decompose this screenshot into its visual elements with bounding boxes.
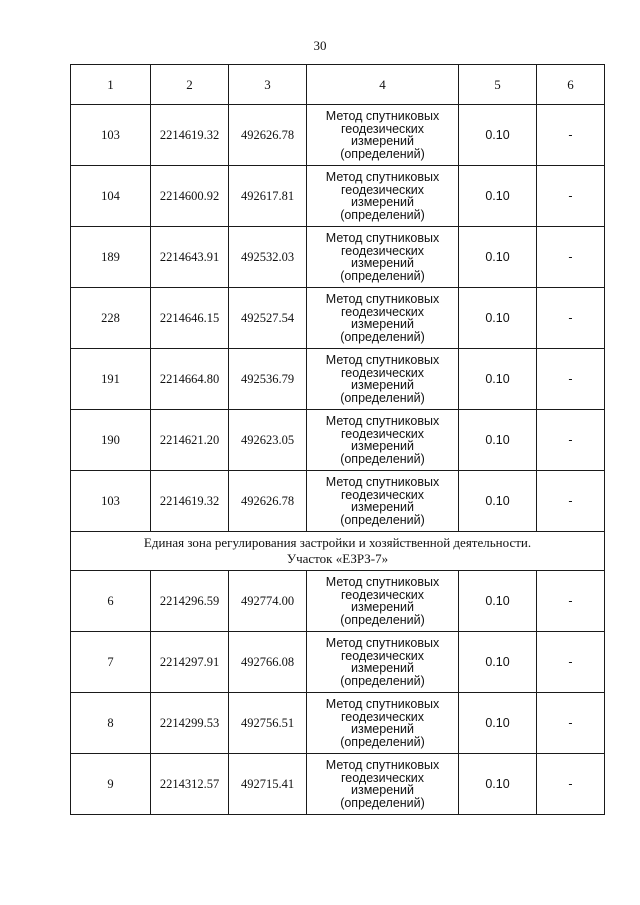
- method-cell: [307, 571, 459, 632]
- method-text-line: геодезических: [340, 243, 424, 258]
- x-coordinate-cell: 2214621.20: [151, 410, 229, 471]
- column-number-header: 6: [537, 65, 605, 105]
- method-text-line: Метод спутниковых: [325, 231, 440, 245]
- x-coordinate-cell: 2214296.59: [151, 571, 229, 632]
- table-row: [71, 693, 605, 754]
- point-number-cell: 189: [71, 227, 151, 288]
- method-text-line: Метод спутниковых: [325, 697, 440, 711]
- y-coordinate-cell: 492626.78: [229, 471, 307, 532]
- method-text-line: геодезических: [340, 587, 424, 602]
- method-text-line: (определений): [340, 329, 425, 344]
- method-text-line: Метод спутниковых: [325, 414, 440, 428]
- method-text-line: измерений: [350, 500, 415, 514]
- table-row: [71, 754, 605, 815]
- y-coordinate-cell: 492756.51: [229, 693, 307, 754]
- precision-cell: 0.10: [459, 349, 537, 410]
- method-text-line: (определений): [340, 612, 425, 627]
- point-number-cell: 228: [71, 288, 151, 349]
- method-text-line: измерений: [350, 600, 415, 614]
- point-number-cell: 190: [71, 410, 151, 471]
- column-number-header: 5: [459, 65, 537, 105]
- method-cell: [307, 105, 459, 166]
- method-text-line: измерений: [350, 134, 415, 148]
- x-coordinate-cell: 2214299.53: [151, 693, 229, 754]
- method-text-line: Метод спутниковых: [325, 636, 440, 650]
- table-row: [71, 166, 605, 227]
- x-coordinate-cell: 2214619.32: [151, 471, 229, 532]
- method-text-line: Метод спутниковых: [325, 353, 440, 367]
- precision-cell: 0.10: [459, 693, 537, 754]
- precision-cell: 0.10: [459, 471, 537, 532]
- x-coordinate-cell: 2214297.91: [151, 632, 229, 693]
- point-number-cell: 191: [71, 349, 151, 410]
- precision-cell: 0.10: [459, 166, 537, 227]
- method-text-line: геодезических: [340, 487, 424, 502]
- x-coordinate-cell: 2214643.91: [151, 227, 229, 288]
- column-number-header: 1: [71, 65, 151, 105]
- method-text-line: измерений: [350, 439, 415, 453]
- method-text-line: измерений: [350, 661, 415, 675]
- method-text-line: Метод спутниковых: [325, 475, 440, 489]
- x-coordinate-cell: 2214619.32: [151, 105, 229, 166]
- table-row: [71, 288, 605, 349]
- method-text-line: Метод спутниковых: [325, 575, 440, 589]
- note-cell: -: [537, 693, 605, 754]
- column-number-header: 3: [229, 65, 307, 105]
- zone-heading-cell: [71, 532, 605, 571]
- method-text-line: измерений: [350, 317, 415, 331]
- table-row: [71, 349, 605, 410]
- table-row: [71, 105, 605, 166]
- page-number: 30: [313, 38, 327, 53]
- note-cell: -: [537, 754, 605, 815]
- method-cell: [307, 227, 459, 288]
- x-coordinate-cell: 2214600.92: [151, 166, 229, 227]
- y-coordinate-cell: 492532.03: [229, 227, 307, 288]
- x-coordinate-cell: 2214312.57: [151, 754, 229, 815]
- method-text-line: (определений): [340, 673, 425, 688]
- method-text-line: измерений: [350, 195, 415, 209]
- zone-heading-row: [71, 532, 605, 571]
- zone-heading-line1: Единая зона регулирования застройки и хозяйственной деятельности.: [143, 535, 532, 550]
- method-text-line: геодезических: [340, 304, 424, 319]
- point-number-cell: 103: [71, 105, 151, 166]
- note-cell: -: [537, 471, 605, 532]
- precision-cell: 0.10: [459, 105, 537, 166]
- method-text-line: (определений): [340, 734, 425, 749]
- coordinates-table: [70, 64, 605, 815]
- note-cell: -: [537, 349, 605, 410]
- method-text-line: (определений): [340, 795, 425, 810]
- method-text-line: измерений: [350, 722, 415, 736]
- method-text-line: (определений): [340, 512, 425, 527]
- y-coordinate-cell: 492626.78: [229, 105, 307, 166]
- precision-cell: 0.10: [459, 288, 537, 349]
- point-number-cell: 9: [71, 754, 151, 815]
- y-coordinate-cell: 492623.05: [229, 410, 307, 471]
- point-number-cell: 104: [71, 166, 151, 227]
- method-cell: [307, 166, 459, 227]
- method-text-line: (определений): [340, 390, 425, 405]
- precision-cell: 0.10: [459, 754, 537, 815]
- method-text-line: (определений): [340, 146, 425, 161]
- coordinates-table-body: [71, 65, 605, 815]
- note-cell: -: [537, 105, 605, 166]
- point-number-cell: 7: [71, 632, 151, 693]
- note-cell: -: [537, 410, 605, 471]
- method-text-line: геодезических: [340, 426, 424, 441]
- table-row: [71, 632, 605, 693]
- note-cell: -: [537, 288, 605, 349]
- method-cell: [307, 632, 459, 693]
- column-number-header: 4: [307, 65, 459, 105]
- column-number-header: 2: [151, 65, 229, 105]
- method-cell: [307, 410, 459, 471]
- precision-cell: 0.10: [459, 632, 537, 693]
- point-number-cell: 6: [71, 571, 151, 632]
- precision-cell: 0.10: [459, 410, 537, 471]
- method-text-line: (определений): [340, 451, 425, 466]
- point-number-cell: 8: [71, 693, 151, 754]
- method-text-line: геодезических: [340, 121, 424, 136]
- point-number-cell: 103: [71, 471, 151, 532]
- method-text-line: Метод спутниковых: [325, 292, 440, 306]
- method-text-line: (определений): [340, 268, 425, 283]
- method-text-line: геодезических: [340, 770, 424, 785]
- method-text-line: Метод спутниковых: [325, 758, 440, 772]
- method-text-line: геодезических: [340, 182, 424, 197]
- column-number-row: [71, 65, 605, 105]
- y-coordinate-cell: 492774.00: [229, 571, 307, 632]
- note-cell: -: [537, 227, 605, 288]
- method-text-line: геодезических: [340, 648, 424, 663]
- method-text-line: измерений: [350, 256, 415, 270]
- table-row: [71, 471, 605, 532]
- method-text-line: (определений): [340, 207, 425, 222]
- method-text-line: измерений: [350, 378, 415, 392]
- method-text-line: геодезических: [340, 709, 424, 724]
- method-text-line: измерений: [350, 783, 415, 797]
- table-row: [71, 410, 605, 471]
- method-text-line: Метод спутниковых: [325, 109, 440, 123]
- y-coordinate-cell: 492527.54: [229, 288, 307, 349]
- method-cell: [307, 471, 459, 532]
- precision-cell: 0.10: [459, 571, 537, 632]
- y-coordinate-cell: 492715.41: [229, 754, 307, 815]
- y-coordinate-cell: 492536.79: [229, 349, 307, 410]
- x-coordinate-cell: 2214646.15: [151, 288, 229, 349]
- note-cell: -: [537, 166, 605, 227]
- note-cell: -: [537, 632, 605, 693]
- x-coordinate-cell: 2214664.80: [151, 349, 229, 410]
- precision-cell: 0.10: [459, 227, 537, 288]
- y-coordinate-cell: 492766.08: [229, 632, 307, 693]
- table-row: [71, 227, 605, 288]
- method-cell: [307, 754, 459, 815]
- note-cell: -: [537, 571, 605, 632]
- method-text-line: геодезических: [340, 365, 424, 380]
- zone-heading-line2: Участок «ЕЗРЗ-7»: [286, 551, 389, 566]
- method-text-line: Метод спутниковых: [325, 170, 440, 184]
- method-cell: [307, 349, 459, 410]
- method-cell: [307, 288, 459, 349]
- table-row: [71, 571, 605, 632]
- y-coordinate-cell: 492617.81: [229, 166, 307, 227]
- method-cell: [307, 693, 459, 754]
